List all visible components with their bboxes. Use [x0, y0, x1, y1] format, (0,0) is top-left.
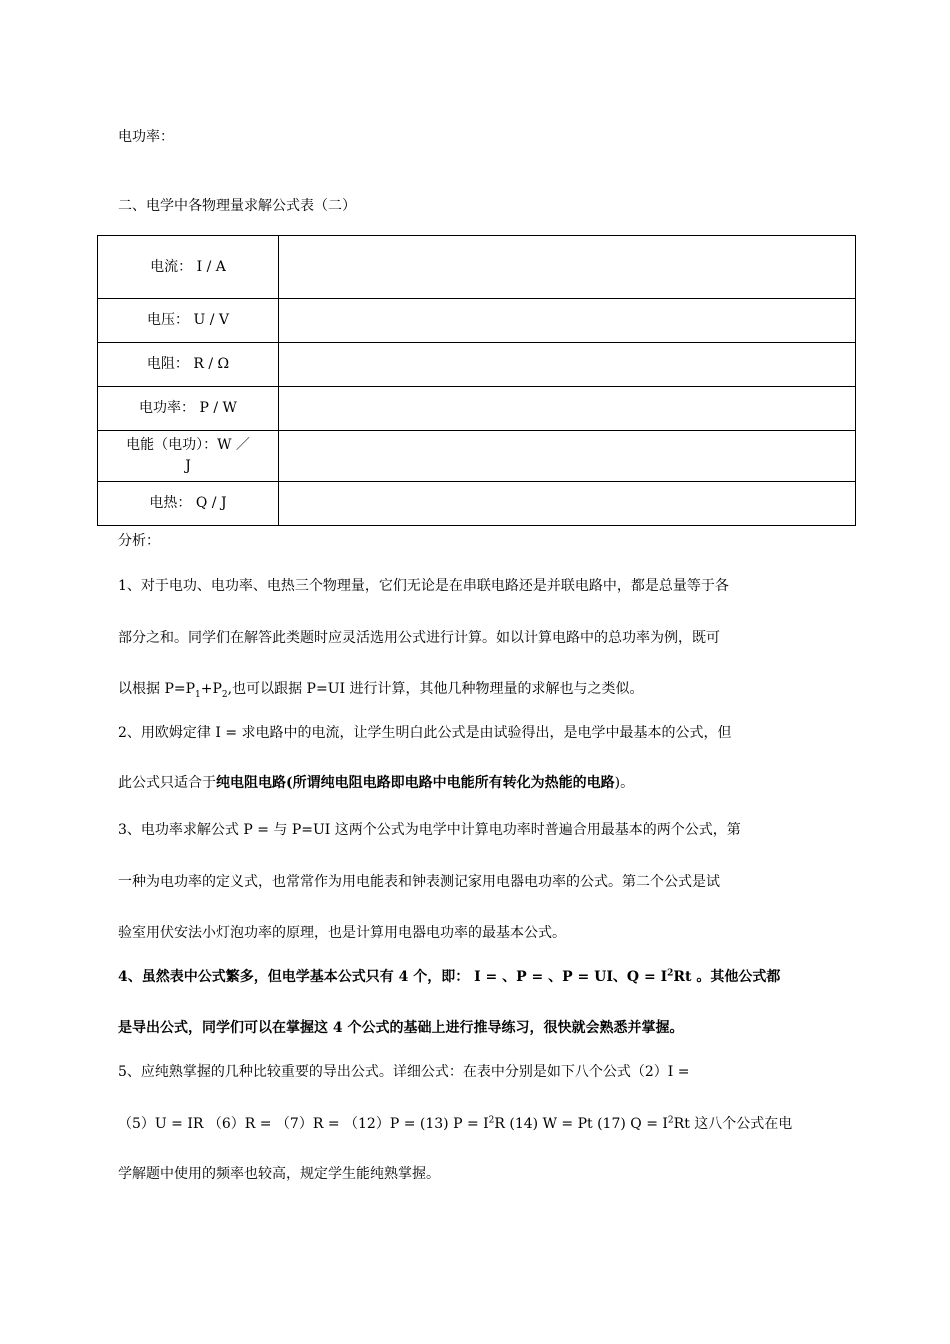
row-label-current: 电流： I / A: [98, 236, 279, 299]
table-row: [98, 482, 856, 526]
section-title-power: 电功率：: [118, 129, 174, 145]
paragraph-3-line-2: 一种为电功率的定义式，也常常作为用电能表和钟表测记家用电器电功率的公式。第二个公式是试: [118, 874, 720, 890]
row-label-voltage: 电压： U / V: [98, 299, 279, 343]
paragraph-5-line-2: （5）U = IR （6）R = （7）R = （12）P = (13) $P = I^2R$ (14) W = Pt (17) $Q = I^2Rt$ 这八个公式在电: [118, 1115, 793, 1132]
table-row: [98, 343, 856, 387]
formula-cell: [279, 482, 856, 526]
formula-cell: [279, 343, 856, 387]
paragraph-1-line-1: 1、对于电功、电功率、电热三个物理量，它们无论是在串联电路还是并联电路中，都是总量等于各: [118, 578, 729, 594]
formula-cell: [279, 299, 856, 343]
row-label-energy-line2: J: [185, 458, 191, 474]
table-row: [98, 299, 856, 343]
paragraph-2-line-1: 2、用欧姆定律 I = 求电路中的电流，让学生明白此公式是由试验得出，是电学中最基本的公式，但: [118, 725, 732, 741]
row-label-energy-line1: 电能（电功）：W ／: [126, 437, 250, 453]
paragraph-4-line-1: 4、虽然表中公式繁多，但电学基本公式只有 4 个，即： I = 、P = 、P = UI、$Q = I^2Rt$ 。其他公式都: [118, 968, 781, 985]
formula-cell: [279, 387, 856, 431]
formula-cell: [279, 431, 856, 482]
row-label-heat: 电热： Q / J: [98, 482, 279, 526]
table-row: [98, 431, 856, 482]
paragraph-1-line-2: 部分之和。同学们在解答此类题时应灵活选用公式进行计算。如以计算电路中的总功率为例，既可: [118, 630, 720, 646]
paragraph-3-line-1: 3、电功率求解公式 P = 与 P=UI 这两个公式为电学中计算电功率时普遍合用最基本的两个公式，第: [118, 822, 741, 838]
paragraph-3-line-3: 验室用伏安法小灯泡功率的原理，也是计算用电器电功率的最基本公式。: [118, 925, 566, 941]
row-label-power: 电功率： P / W: [98, 387, 279, 431]
section-title-formula-table: 二、电学中各物理量求解公式表（二）: [118, 198, 356, 214]
row-label-energy: [98, 431, 279, 482]
table-row: [98, 387, 856, 431]
formula-table: [97, 235, 856, 526]
paragraph-1-line-3: 以根据 $P=P_1+P_2$,也可以跟据 P=UI 进行计算，其他几种物理量的求解也与之类似。: [118, 681, 644, 700]
paragraph-5-line-1: 5、应纯熟掌握的几种比较重要的导出公式。详细公式：在表中分别是如下八个公式（2）I =: [118, 1064, 690, 1080]
paragraph-4-line-2: 是导出公式，同学们可以在掌握这 4 个公式的基础上进行推导练习，很快就会熟悉并掌握。: [118, 1020, 684, 1036]
formula-cell: [279, 236, 856, 299]
analysis-label: 分析：: [118, 533, 160, 549]
paragraph-5-line-3: 学解题中使用的频率也较高，规定学生能纯熟掌握。: [118, 1166, 440, 1182]
paragraph-2-line-2: 此公式只适合于纯电阻电路(所谓纯电阻电路即电路中电能所有转化为热能的电路)。: [118, 775, 635, 791]
table-row: [98, 236, 856, 299]
row-label-resistance: 电阻： R / Ω: [98, 343, 279, 387]
